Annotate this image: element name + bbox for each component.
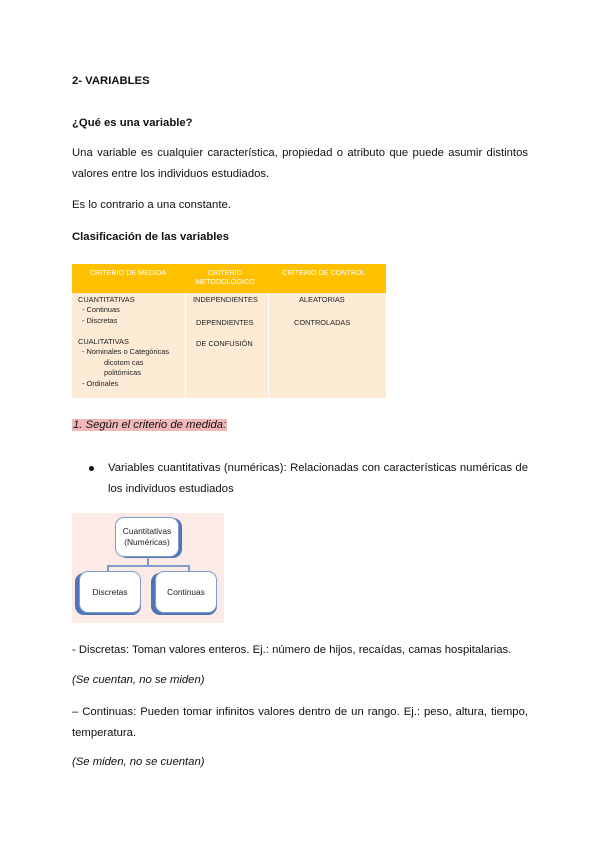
criterion-heading bbox=[72, 415, 227, 433]
cell-methodological: DEPENDIENTES bbox=[196, 318, 254, 327]
definition-paragraph: Una variable es cualquier característica, propiedad o atributo que puede asumir distintos valores entre los individuos estudiados. bbox=[72, 147, 528, 180]
continuas-note: (Se miden, no se cuentan) bbox=[72, 756, 205, 768]
cell-qual-item: - Nominales o Categóricas bbox=[82, 347, 170, 356]
cell-quant-item: - Continuas bbox=[82, 305, 120, 314]
diagram-connector bbox=[147, 557, 149, 565]
cell-methodological: INDEPENDIENTES bbox=[193, 295, 258, 304]
discretas-text: - Discretas: Toman valores enteros. Ej.: número de hijos, recaídas, camas hospitalarias. bbox=[72, 644, 512, 656]
diagram-node-continuas bbox=[155, 571, 217, 613]
root-line-2: (Numéricas) bbox=[124, 537, 170, 547]
cell-quant-label: CUANTITATIVAS bbox=[78, 295, 135, 304]
node-label-discretas: Discretas bbox=[92, 586, 128, 597]
bullet-text: Variables cuantitativas (numéricas): Relacionadas con características numéricas de los individuos estudiados bbox=[108, 462, 528, 495]
diagram-node-discretas bbox=[79, 571, 141, 613]
cell-qual-subitem: politómicas bbox=[104, 368, 141, 377]
section-title: 2- VARIABLES bbox=[72, 75, 150, 87]
quantitative-diagram bbox=[72, 513, 224, 623]
question-heading: ¿Qué es una variable? bbox=[72, 117, 193, 129]
constant-sentence: Es lo contrario a una constante. bbox=[72, 199, 231, 211]
cell-control: CONTROLADAS bbox=[294, 318, 351, 327]
classification-table bbox=[72, 264, 386, 398]
cell-qual-label: CUALITATIVAS bbox=[78, 337, 129, 346]
cell-qual-item: - Ordinales bbox=[82, 379, 119, 388]
root-line-1: Cuantitativas bbox=[122, 526, 172, 536]
header-methodological: CRITERIO METODOLÓGICO bbox=[195, 268, 255, 286]
cell-control: ALEATORIAS bbox=[299, 295, 345, 304]
header-measure: CRITERIO DE MEDIDA bbox=[89, 268, 167, 277]
column-divider bbox=[268, 293, 269, 398]
cell-qual-subitem: dicotom cas bbox=[104, 358, 144, 367]
criterion-heading-text: 1. Según el criterio de medida: bbox=[73, 419, 227, 431]
column-divider bbox=[185, 293, 186, 398]
cell-methodological: DE CONFUSIÓN bbox=[196, 339, 253, 348]
bullet-dot-icon bbox=[89, 466, 94, 471]
table-header-row bbox=[72, 264, 386, 293]
cell-quant-item: - Discretas bbox=[82, 316, 118, 325]
header-control: CRITERIO DE CONTROL bbox=[282, 268, 366, 277]
continuas-text: – Continuas: Pueden tomar infinitos valores dentro de un rango. Ej.: peso, altura, tiempo, temperatura. bbox=[72, 706, 528, 739]
node-label-continuas: Continuas bbox=[167, 586, 205, 597]
diagram-root-node bbox=[115, 517, 179, 557]
classification-heading: Clasificación de las variables bbox=[72, 231, 229, 243]
diagram-connector bbox=[107, 565, 190, 567]
discretas-note: (Se cuentan, no se miden) bbox=[72, 674, 205, 686]
